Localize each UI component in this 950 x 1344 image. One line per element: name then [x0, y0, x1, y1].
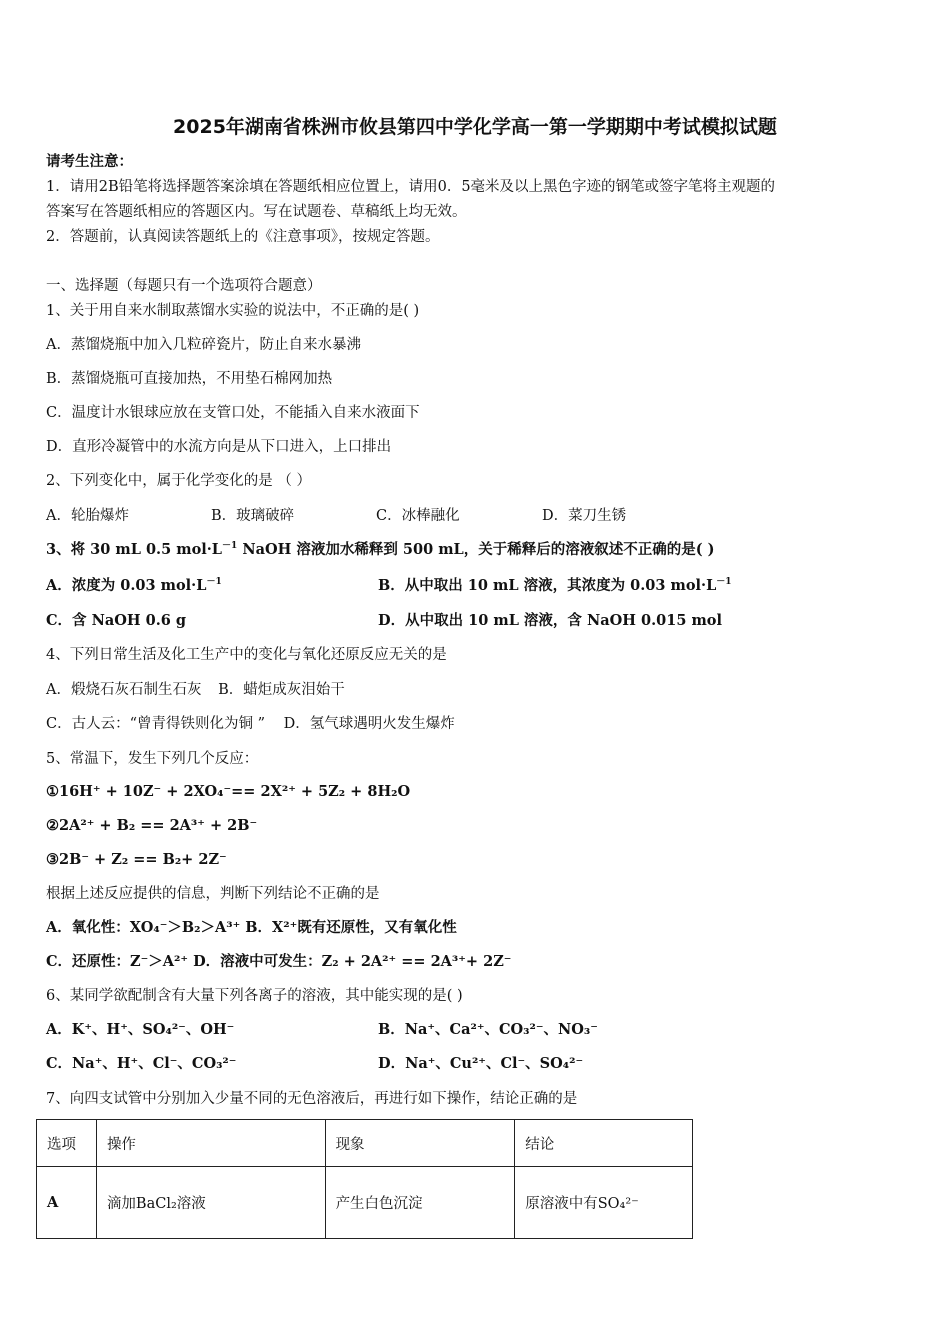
q1-stem: 1、关于用自来水制取蒸馏水实验的说法中，不正确的是( ) [46, 303, 420, 319]
notice-item-1b: 答案写在答题纸相应的答题区内。写在试题卷、草稿纸上均无效。 [46, 204, 467, 220]
q2-stem: 2、下列变化中，属于化学变化的是 （ ） [46, 473, 311, 489]
q5-reaction-3: ③2B⁻ + Z₂ == B₂+ 2Z⁻ [46, 851, 227, 868]
table-header-row [37, 1120, 693, 1167]
q7-stem: 7、向四支试管中分别加入少量不同的无色溶液后，再进行如下操作，结论正确的是 [46, 1091, 578, 1107]
q3-stem-sup: －1 [222, 541, 238, 551]
q3-option-a-text: A．浓度为 0.03 mol·L [46, 577, 207, 594]
q3-option-c: C．含 NaOH 0.6 g [46, 612, 187, 629]
table-header-cell: 结论 [515, 1120, 693, 1167]
q3-option-a [46, 577, 222, 594]
q3-stem-part-b: NaOH 溶液加水稀释到 500 mL，关于稀释后的溶液叙述不正确的是( ) [237, 541, 715, 558]
table-cell: 滴加BaCl₂溶液 [96, 1167, 325, 1239]
q6-options-ab [46, 1020, 598, 1040]
q1-option-a: A．蒸馏烧瓶中加入几粒碎瓷片，防止自来水暴沸 [46, 337, 361, 353]
table-header-cell: 现象 [325, 1120, 515, 1167]
q6-options-cd [46, 1054, 584, 1074]
section-heading: 一、选择题（每题只有一个选项符合题意） [46, 278, 322, 294]
q3-options-cd [46, 611, 722, 631]
q4-option-a: A．煅烧石灰石制生石灰 [46, 682, 202, 698]
table-row [37, 1167, 693, 1239]
q6-option-b: B．Na⁺、Ca²⁺、CO₃²⁻、NO₃⁻ [378, 1021, 598, 1038]
q2-options [46, 506, 627, 526]
q4-option-b: B．蜡炬成灰泪始干 [218, 682, 345, 698]
q3-stem [46, 540, 715, 560]
notice-item-1a: 1．请用2B铅笔将选择题答案涂填在答题纸相应位置上，请用0．5毫米及以上黑色字迹的钢笔或签字笔将主观题的 [46, 179, 776, 195]
q3-option-d: D．从中取出 10 mL 溶液，含 NaOH 0.015 mol [378, 612, 722, 629]
exam-title: 2025年湖南省株洲市攸县第四中学化学高一第一学期期中考试模拟试题 [173, 116, 777, 138]
q4-option-c: C．古人云：“曾青得铁则化为铜 ” [46, 716, 266, 732]
q6-option-c: C．Na⁺、H⁺、Cl⁻、CO₃²⁻ [46, 1055, 237, 1072]
q4-stem: 4、下列日常生活及化工生产中的变化与氧化还原反应无关的是 [46, 647, 447, 663]
q5-reaction-2: ②2A²⁺ + B₂ == 2A³⁺ + 2B⁻ [46, 817, 258, 834]
table-header-cell: 操作 [96, 1120, 325, 1167]
q2-option-b: B．玻璃破碎 [211, 508, 295, 524]
q7-table [36, 1119, 693, 1239]
q1-option-c: C．温度计水银球应放在支管口处，不能插入自来水液面下 [46, 405, 420, 421]
q3-option-a-sup: －1 [206, 577, 222, 587]
q1-option-b: B．蒸馏烧瓶可直接加热，不用垫石棉网加热 [46, 371, 333, 387]
table-header-cell: 选项 [37, 1120, 97, 1167]
q3-option-b-sup: －1 [716, 577, 732, 587]
q2-option-c: C．冰棒融化 [376, 508, 460, 524]
table-cell: 产生白色沉淀 [325, 1167, 515, 1239]
q2-option-a: A．轮胎爆炸 [46, 508, 129, 524]
q5-stem: 5、常温下，发生下列几个反应： [46, 751, 259, 767]
q4-options-cd [46, 714, 455, 734]
q1-option-d: D．直形冷凝管中的水流方向是从下口进入，上口排出 [46, 439, 392, 455]
q3-stem-part-a: 3、将 30 mL 0.5 mol·L [46, 541, 222, 558]
q6-stem: 6、某同学欲配制含有大量下列各离子的溶液，其中能实现的是( ) [46, 988, 463, 1004]
notice-item-2: 2．答题前，认真阅读答题纸上的《注意事项》，按规定答题。 [46, 229, 440, 245]
notice-heading: 请考生注意： [46, 153, 133, 170]
q3-option-b [378, 576, 732, 596]
table-cell: A [37, 1167, 97, 1239]
table-cell: 原溶液中有SO₄²⁻ [515, 1167, 693, 1239]
q5-options-ab: A．氧化性：XO₄⁻＞B₂＞A³⁺ B．X²⁺既有还原性，又有氧化性 [46, 919, 457, 936]
q4-option-d: D．氢气球遇明火发生爆炸 [283, 716, 455, 732]
q3-option-b-text: B．从中取出 10 mL 溶液，其浓度为 0.03 mol·L [378, 577, 717, 594]
q2-option-d: D．菜刀生锈 [542, 508, 627, 524]
q5-reaction-1: ①16H⁺ + 10Z⁻ + 2XO₄⁻== 2X²⁺ + 5Z₂ + 8H₂O [46, 783, 411, 800]
q5-judge: 根据上述反应提供的信息，判断下列结论不正确的是 [46, 886, 380, 902]
q4-options-ab [46, 680, 345, 700]
q6-option-a: A．K⁺、H⁺、SO₄²⁻、OH⁻ [46, 1021, 235, 1038]
q6-option-d: D．Na⁺、Cu²⁺、Cl⁻、SO₄²⁻ [378, 1055, 584, 1072]
q5-options-cd: C．还原性：Z⁻＞A²⁺ D．溶液中可发生：Z₂ + 2A²⁺ == 2A³⁺+ 2Z⁻ [46, 953, 512, 970]
